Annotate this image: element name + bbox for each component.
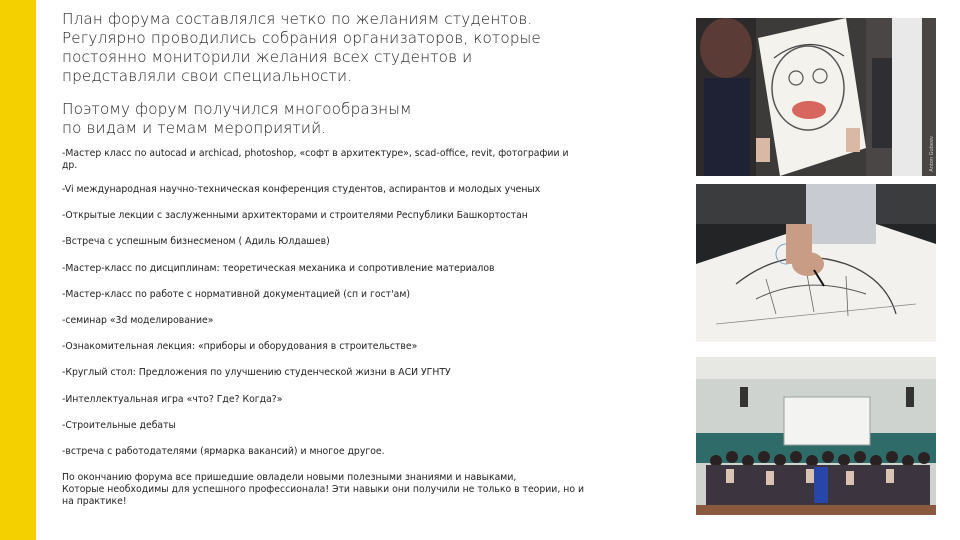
- list-item: -Мастер класс по autocad и archicad, photoshop, «софт в архитектуре», scad-office, revit, фотографии и др.: [62, 148, 569, 171]
- photo-group-auditorium: [696, 357, 936, 515]
- slide-text-column: [62, 10, 662, 508]
- list-item: -семинар «3d моделирование»: [62, 314, 214, 326]
- events-list: [62, 148, 662, 458]
- intro-paragraph-1: План форума составлялся четко по желаниям студентов. Регулярно проводились собрания организаторов, которые постоянно мониторили желания всех студентов и представляли свои специальности.: [62, 10, 541, 85]
- list-item: -Встреча с успешным бизнесменом ( Адиль Юлдашев): [62, 236, 330, 248]
- list-item: -Ознакомительная лекция: «приборы и оборудования в строительстве»: [62, 341, 418, 353]
- list-item: -Мастер-класс по работе с нормативной документацией (сп и гост'ам): [62, 288, 410, 300]
- photo-credit: Anton Gubeev: [929, 136, 935, 172]
- list-item: -Мастер-класс по дисциплинам: теоретическая механика и сопротивление материалов: [62, 262, 495, 274]
- conclusion-paragraph: По окончанию форума все пришедшие овладели новыми полезными знаниями и навыками, Которые необходимы для успешного профессионала! Эти навыки они получили не только в теории, но и на практике!: [62, 472, 585, 508]
- list-item: -Открытые лекции с заслуженными архитекторами и строителями Республики Башкортостан: [62, 210, 528, 222]
- accent-bar: [0, 0, 36, 540]
- intro-paragraph-2: Поэтому форум получился многообразным по видам и темам мероприятий.: [62, 100, 412, 137]
- photo-hand-sketching: [696, 184, 936, 342]
- photo-caricature-drawing: [696, 18, 936, 176]
- list-item: -Vi международная научно-техническая конференция студентов, аспирантов и молодых ученых: [62, 184, 541, 195]
- list-item: -Круглый стол: Предложения по улучшению студенческой жизни в АСИ УГНТУ: [62, 367, 451, 379]
- list-item: -Строительные дебаты: [62, 419, 176, 431]
- list-item: -встреча с работодателями (ярмарка вакансий) и многое другое.: [62, 445, 385, 457]
- list-item: -Интеллектуальная игра «что? Где? Когда?»: [62, 393, 283, 405]
